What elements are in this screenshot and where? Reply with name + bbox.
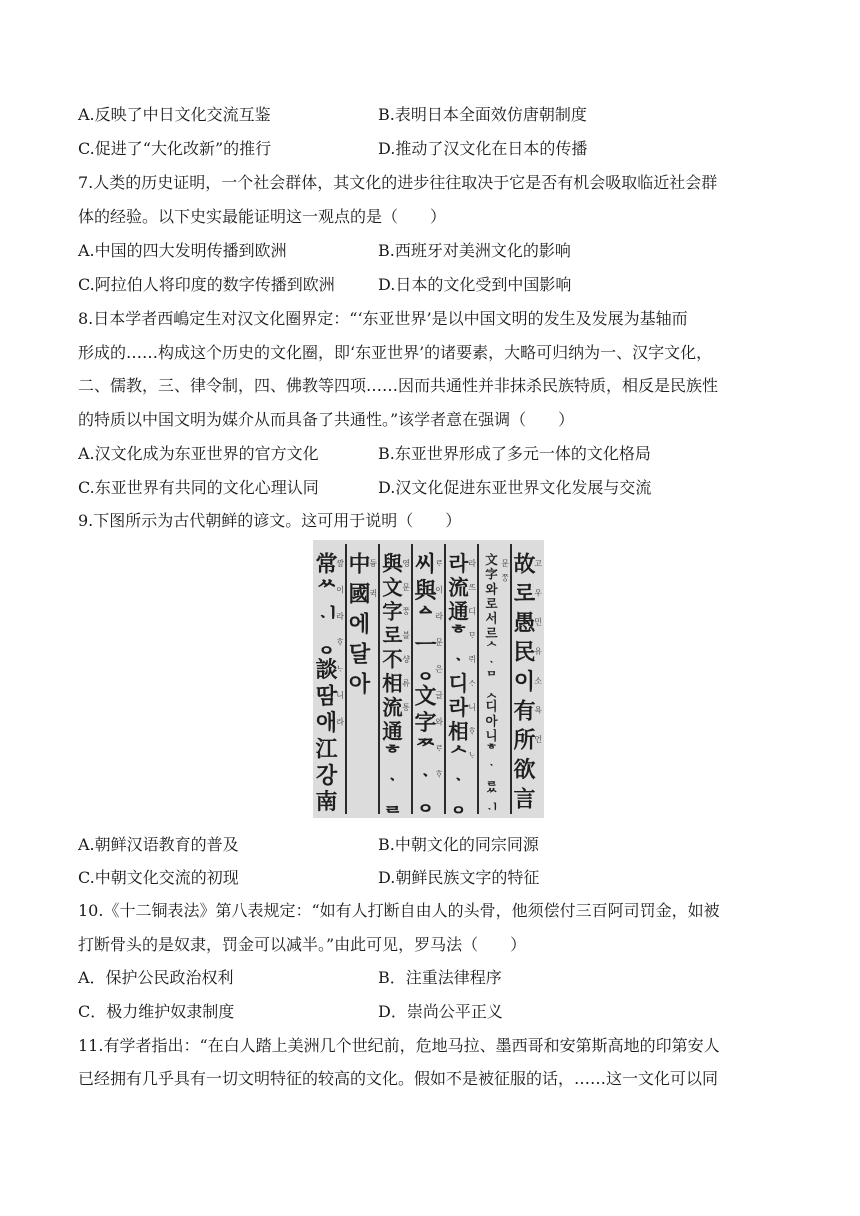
hangul-glyph: ᆺ: [485, 684, 498, 699]
hangul-glyph: ᆞ: [448, 767, 469, 792]
q9-option-d: D.朝鲜民族文字的特征: [378, 868, 540, 887]
q7-option-c: C.阿拉伯人将印度的数字传播到欧洲: [78, 275, 335, 294]
hangul-glyph: 로: [382, 623, 403, 648]
hangul-glyph: ᄒ: [485, 742, 498, 758]
hangul-glyph: ᆼ: [448, 791, 469, 816]
q7-option-d: D.日本的文化受到中国影响: [378, 275, 572, 294]
hangul-annotation: 문: [435, 638, 443, 648]
hangul-glyph: 字: [414, 710, 437, 736]
q7-stem-line-1: 7.人类的历史证明，一个社会群体，其文化的进步往往取决于它是否有机会吸取临近社会群: [78, 173, 718, 192]
hangul-glyph: 通: [448, 599, 469, 624]
hangul-annotation: 라: [336, 717, 344, 727]
hangul-annotation: ᄒᆞ: [468, 727, 476, 736]
q6-option-c: C.促进了“大化改新”的推行: [78, 139, 272, 158]
hangul-annotation: 욕: [534, 705, 542, 715]
hangul-glyph: ᄆ: [485, 669, 498, 685]
hangul-glyph: ᆼ: [315, 630, 338, 657]
hangul-annotation: 라: [468, 559, 476, 568]
hangul-glyph: 與: [414, 578, 437, 604]
q7-stem-line-2: 体的经验。以下史实最能证明这一观点的是（ ）: [78, 207, 447, 226]
q6-option-d: D.推动了汉文化在日本的传播: [378, 139, 588, 158]
hangul-annotation: 문: [501, 559, 509, 568]
hangul-glyph: ᄍ: [414, 736, 437, 763]
hangul-annotation: 니: [336, 691, 344, 700]
hangul-annotation: 샹: [402, 655, 410, 664]
q9-option-c: C.中朝文化交流的初现: [78, 868, 239, 887]
hangul-glyph: 言: [513, 786, 536, 813]
hangul-document-image: [313, 540, 544, 818]
hangul-glyph: 不: [382, 647, 403, 672]
hangul-glyph: ᆞ: [382, 767, 403, 792]
hangul-glyph: 로: [485, 596, 498, 611]
hangul-glyph: ᆯ: [382, 791, 403, 816]
hangul-annotation: 소: [534, 676, 542, 686]
hangul-glyph: 字: [382, 599, 403, 624]
hangul-glyph: 라: [448, 695, 469, 720]
hangul-annotation: 니: [468, 703, 476, 712]
q11-stem-line-2: 已经拥有几乎具有一切文明特征的较高的文化。假如不是被征服的话，……这一文化可以同: [78, 1069, 719, 1088]
q8-option-b: B.东亚世界形成了多元一体的文化格局: [378, 444, 651, 463]
hangul-glyph: 이: [513, 668, 536, 695]
hangul-glyph: ᆯ: [485, 772, 498, 787]
hangul-glyph: 相: [382, 671, 403, 696]
q9-option-a: A.朝鲜汉语教育的普及: [78, 835, 239, 854]
hangul-glyph: ᆞ: [448, 647, 469, 672]
q6-option-a: A.反映了中日文化交流互鉴: [78, 105, 271, 124]
hangul-glyph: ᄒ: [382, 743, 403, 768]
hangul-annotation: ᄯᅳ: [468, 583, 476, 592]
q6-option-b: B.表明日本全面效仿唐朝制度: [378, 105, 587, 124]
q8-option-d: D.汉文化促进东亚世界文化发展与交流: [378, 478, 652, 497]
hangul-annotation: 듕: [369, 559, 377, 568]
q7-option-b: B.西班牙对美洲文化的影响: [378, 241, 571, 260]
hangul-annotation: ᄒᆞ: [336, 638, 344, 648]
hangul-glyph: ᆡ: [485, 801, 498, 817]
q7-option-a: A.中国的四大发明传播到欧洲: [78, 241, 287, 260]
hangul-glyph: 文: [382, 575, 403, 600]
hangul-annotation: 이: [336, 585, 344, 595]
q8-stem-line-3: 二、儒教，三、律令制，四、佛教等四项……因而共通性并非抹杀民族特质，相反是民族性: [78, 376, 719, 395]
hangul-annotation: 민: [534, 617, 542, 627]
hangul-annotation: 유: [534, 647, 542, 656]
hangul-glyph: ᅀ: [414, 604, 437, 631]
q9-option-b: B.中朝文化的同宗同源: [378, 835, 539, 854]
hangul-annotation: 류: [402, 679, 410, 688]
q10-stem-line-1: 10.《十二铜表法》第八表规定：“如有人打断自由人的头骨，他须偿付三百阿司罚金，如被: [78, 901, 720, 920]
hangul-glyph: 江: [315, 736, 338, 763]
hangul-glyph: 流: [382, 695, 403, 720]
hangul-glyph: 國: [348, 581, 371, 608]
hangul-glyph: 相: [448, 719, 469, 744]
hangul-glyph: 와: [485, 581, 498, 597]
hangul-annotation: 글: [435, 691, 443, 700]
hangul-glyph: 에: [348, 611, 371, 638]
hangul-annotation: 라: [435, 611, 443, 621]
hangul-annotation: 고: [534, 559, 542, 568]
q8-stem-line-1: 8.日本学者西嶋定生对汉文化圈界定：“‘东亚世界’是以中国文明的发生及发展为基轴而: [78, 309, 688, 328]
hangul-annotation: 은: [435, 664, 443, 674]
hangul-glyph: 字: [485, 566, 498, 582]
hangul-annotation: 귁: [369, 589, 377, 598]
hangul-glyph: 與: [382, 551, 403, 576]
hangul-glyph: 欲: [513, 756, 536, 783]
hangul-glyph: 씨: [414, 551, 437, 578]
hangul-glyph: ᄒ: [448, 623, 469, 648]
hangul-annotation: 언: [534, 735, 542, 744]
hangul-glyph: 서: [485, 610, 498, 626]
hangul-annotation: 디: [468, 607, 476, 616]
hangul-glyph: 所: [513, 727, 536, 754]
hangul-glyph: ᄊ: [485, 786, 498, 802]
hangul-glyph: 로: [513, 580, 536, 607]
hangul-glyph: 아: [485, 713, 498, 729]
hangul-glyph: 애: [315, 710, 338, 736]
hangul-annotation: 영: [402, 559, 410, 568]
q11-stem-line-1: 11.有学者指出：“在白人踏上美洲几个世纪前，危地马拉、墨西哥和安第斯高地的印第安人: [78, 1036, 720, 1055]
hangul-glyph: ᆞ: [414, 762, 437, 789]
hangul-annotation: ᄍᆞᆼ: [402, 607, 410, 616]
q8-option-a: A.汉文化成为东亚世界的官方文化: [78, 444, 319, 463]
hangul-glyph: ᆡ: [315, 604, 338, 631]
hangul-annotation: ᄅᆞ: [435, 559, 443, 568]
q10-option-a: A．保护公民政治权利: [78, 968, 234, 987]
hangul-annotation: 와: [435, 717, 443, 727]
hangul-glyph: 中: [348, 551, 371, 578]
hangul-glyph: 라: [448, 551, 469, 576]
hangul-glyph: 文: [414, 683, 437, 710]
hangul-glyph: 강: [315, 762, 338, 789]
hangul-glyph: 通: [382, 719, 403, 744]
hangul-glyph: ᆼ: [414, 789, 437, 816]
hangul-annotation: 라: [336, 611, 344, 621]
hangul-glyph: 常: [315, 551, 338, 578]
hangul-glyph: ᄊ: [315, 578, 338, 604]
q8-option-c: C.东亚世界有共同的文化心理认同: [78, 478, 319, 497]
hangul-glyph: 디: [448, 671, 469, 696]
hangul-annotation: ᄭᅡᆷ: [336, 559, 344, 568]
hangul-glyph: ᄉ: [485, 640, 498, 655]
hangul-annotation: 문: [402, 583, 410, 592]
hangul-annotation: ᄉᆞ: [468, 679, 476, 688]
hangul-annotation: ᄅᆡ: [468, 655, 476, 664]
hangul-glyph: 文: [485, 552, 498, 567]
hangul-glyph: 愚: [513, 610, 536, 637]
hangul-glyph: 달: [348, 641, 371, 668]
hangul-glyph: ᅳ: [414, 630, 437, 657]
q10-option-c: C．极力维护奴隶制度: [78, 1002, 235, 1021]
hangul-glyph: 르: [485, 625, 498, 641]
hangul-glyph: 땀: [315, 683, 338, 710]
hangul-annotation: 통: [402, 703, 410, 712]
hangul-annotation: ᄍᆞᆼ: [501, 573, 509, 583]
hangul-annotation: 블: [402, 631, 410, 640]
hangul-glyph: 流: [448, 575, 469, 600]
hangul-glyph: ᆞ: [485, 757, 498, 773]
hangul-annotation: ᄂᆞ: [336, 664, 344, 674]
hangul-annotation: ᄆᆞ: [468, 631, 476, 640]
hangul-glyph: 아: [348, 671, 371, 698]
hangul-glyph: 디: [485, 698, 498, 714]
hangul-glyph: ᆼ: [414, 657, 437, 684]
hangul-annotation: 이: [435, 585, 443, 595]
hangul-glyph: 有: [513, 698, 536, 725]
hangul-annotation: ᄒᆞ: [435, 770, 443, 780]
hangul-glyph: 故: [513, 551, 536, 578]
hangul-annotation: 우: [534, 588, 542, 598]
hangul-glyph: 民: [513, 639, 536, 666]
hangul-glyph: ᄉ: [448, 743, 469, 768]
hangul-annotation: ᄂᆞ: [468, 751, 476, 760]
q10-option-b: B．注重法律程序: [378, 968, 502, 987]
hangul-glyph: 南: [315, 789, 338, 816]
q10-option-d: D．崇尚公平正义: [378, 1002, 503, 1021]
q8-stem-line-2: 形成的……构成这个历史的文化圈，即‘东亚世界’的诸要素，大略可归纳为一、汉字文化，: [78, 343, 713, 362]
q8-stem-line-4: 的特质以中国文明为媒介从而具备了共通性。”该学者意在强调（ ）: [78, 410, 575, 429]
q9-stem: 9.下图所示为古代朝鲜的谚文。这可用于说明（ ）: [78, 511, 462, 530]
q10-stem-line-2: 打断骨头的是奴隶，罚金可以减半。”由此可见，罗马法（ ）: [78, 935, 527, 954]
hangul-glyph: 니: [485, 728, 498, 743]
hangul-glyph: ᆞ: [485, 654, 498, 670]
hangul-glyph: 談: [315, 657, 338, 684]
hangul-annotation: ᄅᆞ: [435, 743, 443, 753]
